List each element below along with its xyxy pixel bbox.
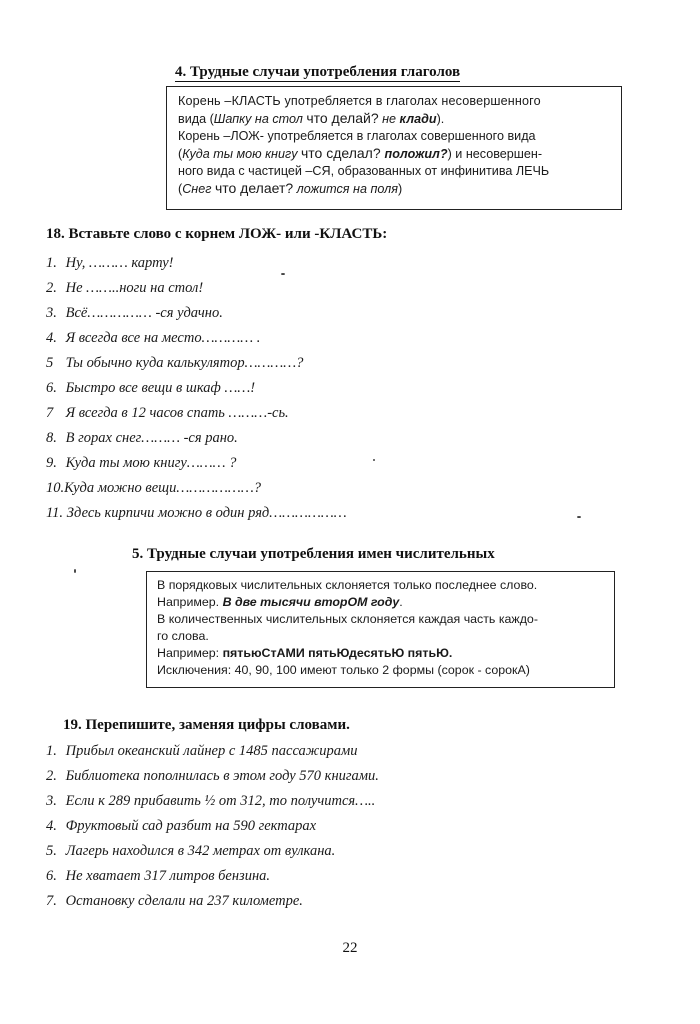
list-item: 11. Здесь кирпичи можно в один ряд………………	[46, 505, 347, 521]
list-item: 4. Я всегда все на место………… .	[46, 330, 261, 346]
rule-line: Корень –ЛОЖ- употребляется в глаголах совершенного вида	[178, 129, 536, 143]
rule-line: (Снег что делает? ложится на поля)	[178, 180, 403, 196]
rule-line: вида (Шапку на стол что делай? не клади).	[178, 110, 445, 126]
rule-line: Например. В две тысячи вторОМ году.	[157, 595, 403, 609]
list-item: 7. Остановку сделали на 237 километре.	[46, 893, 303, 909]
section-4-title: 4. Трудные случаи употребления глаголов	[175, 64, 461, 80]
list-item: 5 Ты обычно куда калькулятор…………?	[46, 355, 304, 371]
scan-speck	[281, 273, 285, 275]
scan-speck	[373, 459, 375, 461]
list-item: 1. Прибыл океанский лайнер с 1485 пассажирами	[46, 743, 358, 759]
scan-speck	[577, 516, 581, 518]
numeral-rule-box	[146, 571, 615, 688]
list-item: 2. Не ……..ноги на стол!	[46, 280, 204, 296]
list-item: 1. Ну, ……… карту!	[46, 255, 174, 271]
list-item: 3. Всё…………… -ся удачно.	[46, 305, 223, 321]
exercise-18-list	[46, 255, 646, 525]
exercise-19-list	[46, 743, 646, 913]
list-item: 4. Фруктовый сад разбит на 590 гектарах	[46, 818, 317, 834]
list-item: 10.Куда можно вещи………………?	[46, 480, 261, 496]
list-item: 7 Я всегда в 12 часов спать ………-сь.	[46, 405, 289, 421]
rule-line: Исключения: 40, 90, 100 имеют только 2 формы (сорок - сорокА)	[157, 663, 530, 677]
verb-rule-box	[166, 86, 622, 210]
rule-line: го слова.	[157, 629, 209, 643]
list-item: 3. Если к 289 прибавить ½ от 312, то получится…..	[46, 793, 376, 809]
rule-line: Корень –КЛАСТЬ употребляется в глаголах несовершенного	[178, 94, 541, 108]
exercise-19-title: 19. Перепишите, заменяя цифры словами.	[63, 717, 350, 733]
list-item: 2. Библиотека пополнилась в этом году 570 книгами.	[46, 768, 379, 784]
rule-line: (Куда ты мою книгу что сделал? положил?) и несовершен-	[178, 145, 543, 161]
section-5-title: 5. Трудные случаи употребления имен числительных	[132, 546, 495, 562]
list-item: 6. Не хватает 317 литров бензина.	[46, 868, 271, 884]
page-number: 22	[342, 940, 358, 956]
exercise-18-title: 18. Вставьте слово с корнем ЛОЖ- или -КЛАСТЬ:	[46, 226, 388, 242]
rule-line: ного вида с частицей –СЯ, образованных от инфинитива ЛЕЧЬ	[178, 164, 550, 178]
list-item: 9. Куда ты мою книгу……… ?	[46, 455, 237, 471]
list-item: 6. Быстро все вещи в шкаф ……!	[46, 380, 256, 396]
scan-speck	[74, 569, 76, 573]
list-item: 8. В горах снег……… -ся рано.	[46, 430, 238, 446]
rule-line: В количественных числительных склоняется каждая часть каждо-	[157, 612, 538, 626]
rule-line: В порядковых числительных склоняется только последнее слово.	[157, 578, 538, 592]
rule-line: Например: пятьюСтАМИ пятьЮдесятьЮ пятьЮ.	[157, 646, 453, 660]
list-item: 5. Лагерь находился в 342 метрах от вулкана.	[46, 843, 336, 859]
